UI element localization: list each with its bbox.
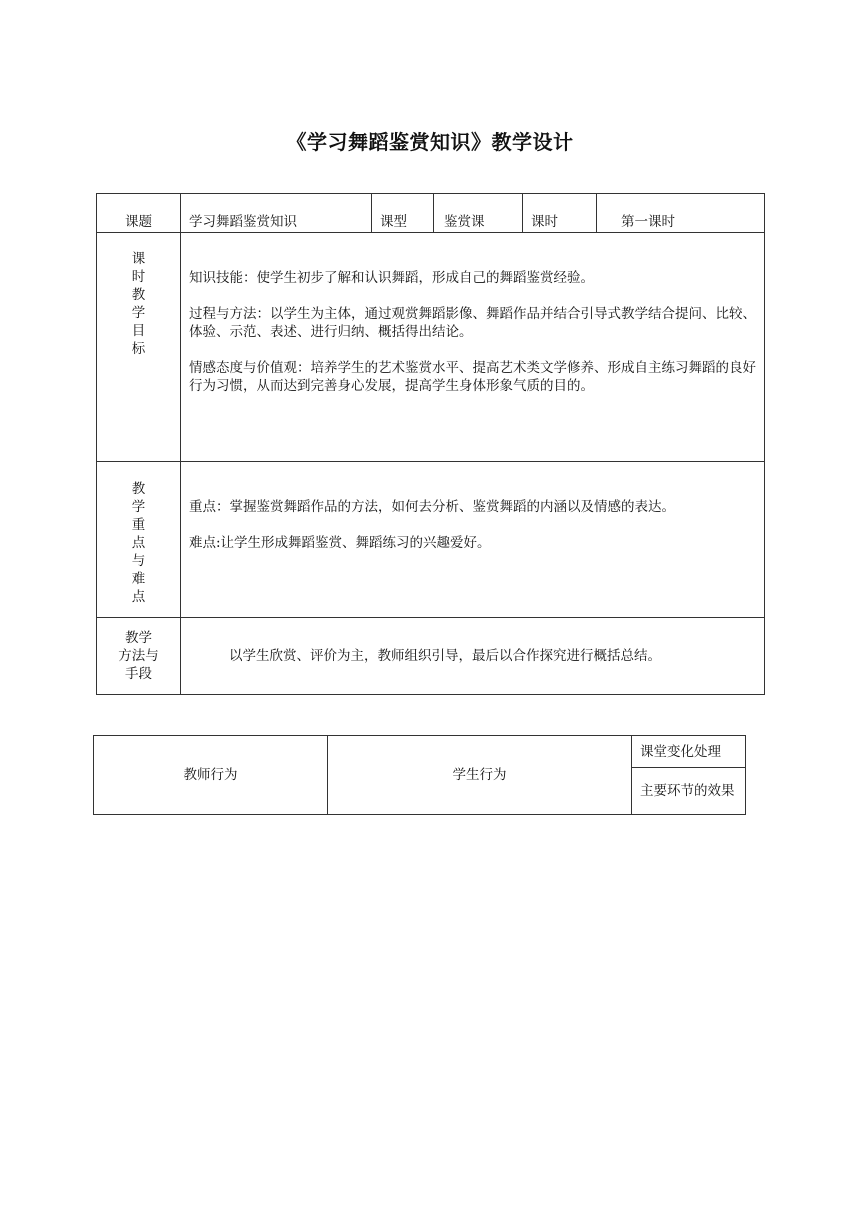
methods-label-line: 方法与 [118, 648, 159, 664]
difficult-point: 难点:让学生形成舞蹈鉴赏、舞蹈练习的兴趣爱好。 [189, 535, 491, 551]
objective-knowledge: 知识技能：使学生初步了解和认识舞蹈，形成自己的舞蹈鉴赏经验。 [189, 270, 594, 286]
key-points-content [181, 462, 765, 618]
key-points-label [97, 462, 181, 618]
topic-label: 课题 [97, 194, 181, 233]
objective-attitude: 情感态度与价值观：培养学生的艺术鉴赏水平、提高艺术类文学修养、形成自主练习舞蹈的良好行为习惯，从而达到完善身心发展，提高学生身体形象气质的目的。 [189, 360, 756, 394]
methods-label-line: 手段 [125, 666, 152, 682]
period-label: 课时 [523, 194, 597, 233]
key-points-label-char: 点 [131, 589, 146, 605]
key-points-label-char: 教 [131, 481, 146, 497]
key-points-row [97, 462, 765, 618]
methods-row [97, 618, 765, 695]
key-points-label-char: 学 [131, 499, 146, 515]
objectives-label-char: 目 [131, 323, 146, 339]
objective-process: 过程与方法：以学生为主体，通过观赏舞蹈影像、舞蹈作品并结合引导式教学结合提问、比较、体验、示范、表述、进行归纳、概括得出结论。 [189, 306, 756, 340]
objectives-label-char: 课 [131, 251, 146, 267]
key-points-label-char: 难 [131, 571, 146, 587]
key-points-label-char: 点 [131, 535, 146, 551]
key-points-label-char: 重 [131, 517, 146, 533]
process-header-row [94, 736, 746, 768]
type-value: 鉴赏课 [434, 194, 523, 233]
methods-label [97, 618, 181, 695]
period-value: 第一课时 [597, 194, 765, 233]
objectives-label-char: 教 [131, 287, 146, 303]
type-label: 课型 [372, 194, 434, 233]
objectives-label [97, 233, 181, 462]
objectives-content [181, 233, 765, 462]
key-point: 重点：掌握鉴赏舞蹈作品的方法，如何去分析、鉴赏舞蹈的内涵以及情感的表达。 [189, 499, 675, 515]
teacher-behavior-header: 教师行为 [94, 736, 328, 815]
objectives-label-char: 学 [131, 305, 146, 321]
header-row [97, 194, 765, 233]
methods-content: 以学生欣赏、评价为主，教师组织引导，最后以合作探究进行概括总结。 [181, 618, 765, 695]
lesson-info-table [96, 193, 765, 695]
key-points-label-char: 与 [131, 553, 146, 569]
key-effect-header: 主要环节的效果 [632, 768, 746, 815]
student-behavior-header: 学生行为 [328, 736, 632, 815]
topic-value: 学习舞蹈鉴赏知识 [181, 194, 372, 233]
document-title: 《学习舞蹈鉴赏知识》教学设计 [286, 130, 574, 154]
classroom-change-header: 课堂变化处理 [632, 736, 746, 768]
objectives-label-char: 时 [131, 269, 146, 285]
objectives-label-char: 标 [131, 341, 146, 357]
objectives-row [97, 233, 765, 462]
methods-label-line: 教学 [125, 630, 152, 646]
teaching-process-table [93, 735, 746, 815]
